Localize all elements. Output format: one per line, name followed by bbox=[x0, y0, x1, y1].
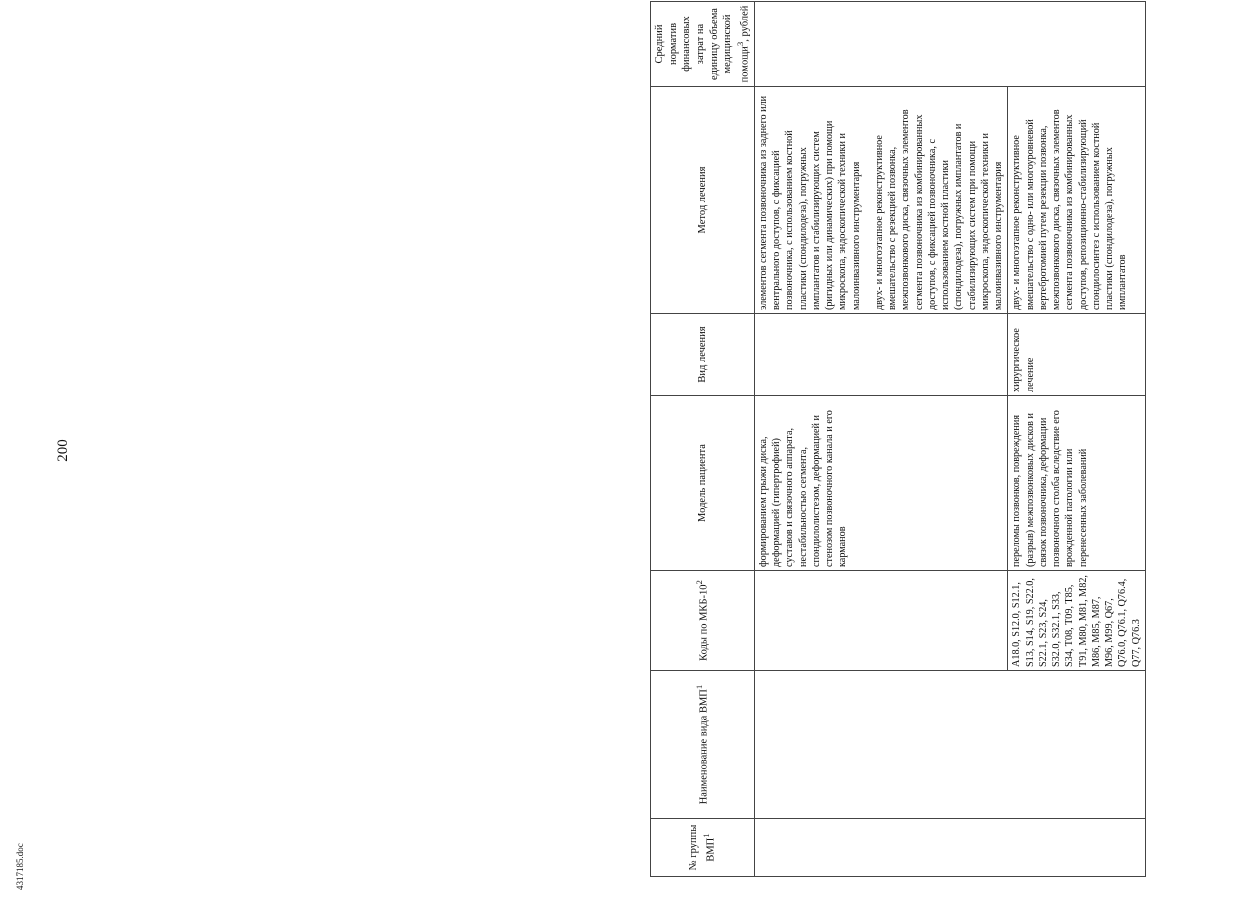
method-paragraph: элементов сегмента позвоночника из заднего или вентрального доступов, с фиксацией позвоночника, с использованием костной пластики (спондилодеза), погружных имплантатов и стабилизирующих систем (ригидных или динамических) при помощи микроскопа, эндоскопической техники и малоинвазивного инструментария bbox=[757, 95, 862, 310]
method-paragraph: двух- и многоэтапное реконструктивное вмешательство с резекцией позвонка, межпозвонкового диска, связочных элементов сегмента позвоночника из комбинированных доступов, с фиксацией позвоночника, с использованием костной пластики (спондилодеза), погружных имплантатов и стабилизирующих систем при помощи микроскопа, эндоскопической техники и малоинвазивного инструментария bbox=[873, 109, 1005, 310]
treatment-method-cell: двух- и многоэтапное реконструктивное вмешательство с одно- или многоуровневой вертебротомией путем резекции позвонка, межпозвонкового диска, связочных элементов сегмента позвоночника из комбинированных доступов, репозиционно-стабилизирующий спондилосинтез с использованием костной пластики (спондилодеза), погружных имплантатов bbox=[1008, 87, 1146, 314]
header-patient-model: Модель пациента bbox=[651, 396, 755, 571]
table-row bbox=[754, 2, 1008, 877]
icd-codes-cell: A18.0, S12.0, S12.1, S13, S14, S19, S22.0, S22.1, S23, S24, S32.0, S32.1, S33, S34, T08, T09, T85, T91, M80, M81, M82, M86, M85, M87, M96, M99, Q67, Q76.0, Q76.1, Q76.4, Q77, Q76.3 bbox=[1008, 571, 1146, 671]
table-header-row bbox=[651, 2, 755, 877]
header-treatment-type: Вид лечения bbox=[651, 314, 755, 396]
patient-model-cell: формированием грыжи диска, деформацией (гипертрофией) суставов и связочного аппарата, нестабильностью сегмента, спондилолистезом, деформацией и стенозом позвоночного канала и его карманов bbox=[754, 396, 1008, 571]
table-row bbox=[1008, 2, 1146, 877]
vmp-table bbox=[650, 1, 1146, 877]
header-vmp-name: Наименование вида ВМП$^1$ bbox=[651, 671, 755, 819]
header-group-no: № группы ВМП$^1$ bbox=[651, 819, 755, 877]
header-avg-cost: Средний норматив финансовых затрат на единицу объема медицинской помощи$^3$, рублей bbox=[651, 2, 755, 87]
rotated-table-container bbox=[650, 2, 1235, 877]
footer-doc-id: 4317185.doc bbox=[15, 843, 25, 890]
page-number: 200 bbox=[54, 439, 71, 462]
treatment-method-cell bbox=[754, 87, 1008, 314]
header-treatment-method: Метод лечения bbox=[651, 87, 755, 314]
patient-model-cell: переломы позвонков, повреждения (разрыв) межпозвонковых дисков и связок позвоночника, деформации позвоночного столба вследствие его врожденной патологии или перенесенных заболеваний bbox=[1008, 396, 1146, 571]
treatment-type-cell: хирургическое лечение bbox=[1008, 314, 1146, 396]
header-icd-codes: Коды по МКБ-$10^2$ bbox=[651, 571, 755, 671]
